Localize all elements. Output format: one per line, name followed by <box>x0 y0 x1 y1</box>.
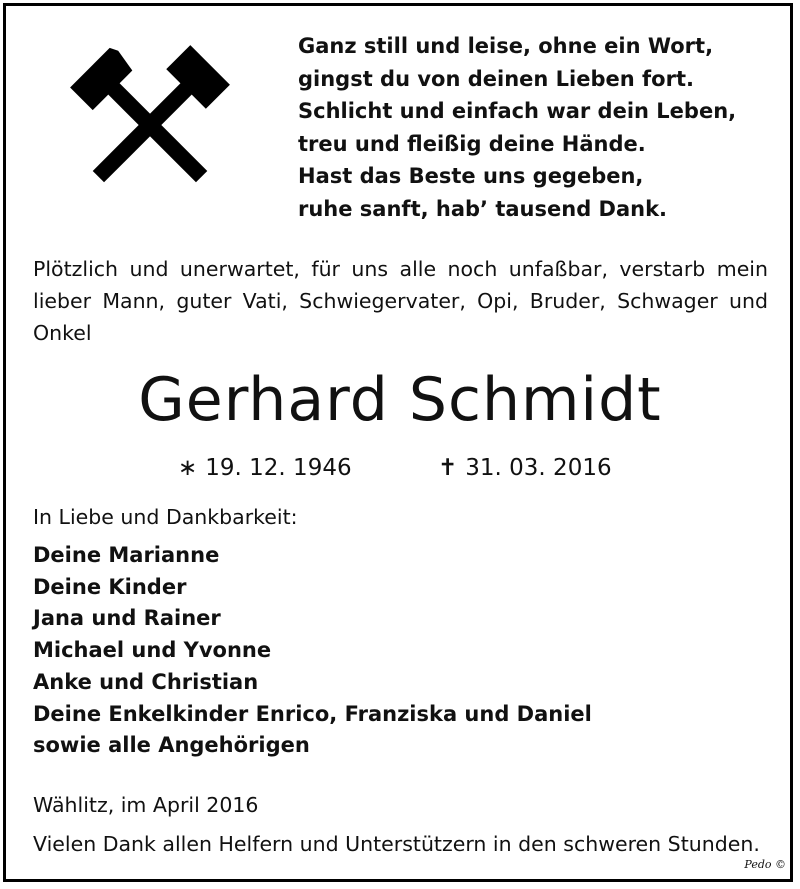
birth-date <box>178 451 352 485</box>
intro-text: Plötzlich und unerwartet, für uns alle noch unfaßbar, verstarb mein lieber Mann, guter Vati, Schwiegervater, Opi, Bruder, Schwager und Onkel <box>33 257 768 345</box>
credit: Pedo © <box>744 858 786 871</box>
death-date <box>438 451 612 485</box>
hammer-and-pick-icon <box>60 40 240 200</box>
birth-star-icon: ∗ <box>178 455 198 481</box>
poem <box>298 30 736 225</box>
family-list <box>33 540 592 762</box>
family-item: Michael und Yvonne <box>33 638 272 663</box>
death-date-value: 31. 03. 2016 <box>465 455 612 481</box>
poem-line: Hast das Beste uns gegeben, <box>298 164 644 188</box>
place-date: Wählitz, im April 2016 <box>33 793 259 817</box>
family-item: sowie alle Angehörigen <box>33 733 310 758</box>
deceased-name: Gerhard Schmidt <box>138 365 662 435</box>
love-line: In Liebe und Dankbarkeit: <box>33 505 298 529</box>
family-item: Deine Enkelkinder Enrico, Franziska und Daniel <box>33 701 592 726</box>
birth-date-value: 19. 12. 1946 <box>205 455 352 481</box>
family-item: Deine Kinder <box>33 574 187 599</box>
poem-line: treu und fleißig deine Hände. <box>298 131 646 156</box>
poem-line: Ganz still und leise, ohne ein Wort, <box>298 34 714 58</box>
poem-line: Schlicht und einfach war dein Leben, <box>298 99 737 123</box>
family-item: Jana und Rainer <box>33 606 221 631</box>
poem-line: ruhe sanft, hab’ tausend Dank. <box>298 196 668 221</box>
family-item: Deine Marianne <box>33 543 220 567</box>
poem-line: gingst du von deinen Lieben fort. <box>298 66 694 91</box>
family-item: Anke und Christian <box>33 669 259 694</box>
thanks-text: Vielen Dank allen Helfern und Unterstützern in den schweren Stunden. <box>33 832 760 856</box>
cross-icon: ✝ <box>438 455 458 481</box>
